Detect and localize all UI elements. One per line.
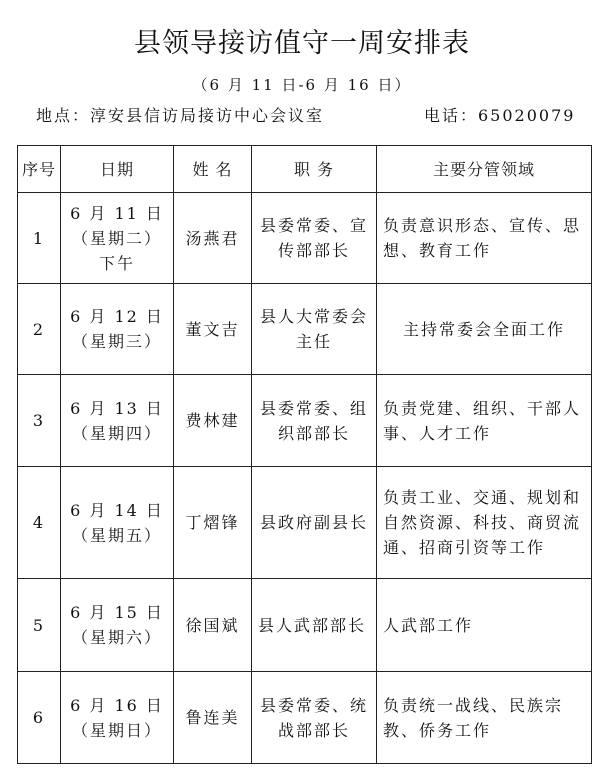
row-date-text: 6 月 14 日 （星期五） [70, 500, 164, 545]
row-name: 汤燕君 [174, 193, 252, 284]
row-scope: 负责工业、交通、规划和自然资源、科技、商贸流通、招商引资等工作 [377, 467, 592, 579]
row-number: 6 [18, 672, 61, 764]
header-name: 姓 名 [174, 146, 252, 193]
page-title: 县领导接访值守一周安排表 [134, 28, 470, 59]
row-date-text: 6 月 11 日 （星期二） 下午 [70, 203, 164, 273]
table-row [18, 672, 592, 764]
row-name: 鲁连美 [174, 672, 252, 764]
row-position: 县委常委、宣传部部长 [252, 193, 377, 284]
row-date-text: 6 月 15 日 （星期六） [70, 603, 164, 647]
row-number: 3 [18, 375, 61, 467]
row-name: 丁熠锋 [174, 467, 252, 579]
header-scope: 主要分管领域 [377, 146, 592, 193]
row-name: 费林建 [174, 375, 252, 467]
table-row [18, 193, 592, 284]
row-scope: 负责统一战线、民族宗教、侨务工作 [377, 672, 592, 764]
table-row [18, 284, 592, 375]
row-position: 县人武部部长 [252, 579, 377, 672]
table-row [18, 579, 592, 672]
row-position: 县委常委、统战部部长 [252, 672, 377, 764]
row-position: 县人大常委会主任 [252, 284, 377, 375]
row-number: 2 [18, 284, 61, 375]
row-date [61, 284, 174, 375]
row-number: 5 [18, 579, 61, 672]
header-position: 职 务 [252, 146, 377, 193]
row-name: 董文吉 [174, 284, 252, 375]
row-date-text: 6 月 13 日 （星期四） [70, 398, 164, 443]
row-scope: 负责意识形态、宣传、思想、教育工作 [377, 193, 592, 284]
row-date-text: 6 月 12 日 （星期三） [70, 307, 164, 351]
row-scope: 人武部工作 [377, 579, 592, 672]
row-date [61, 193, 174, 284]
phone-text: 电话：65020079 [424, 106, 576, 125]
row-scope: 负责党建、组织、干部人事、人才工作 [377, 375, 592, 467]
row-name: 徐国斌 [174, 579, 252, 672]
location-text: 地点：淳安县信访局接访中心会议室 [36, 106, 325, 125]
info-line [36, 104, 576, 128]
row-date [61, 467, 174, 579]
row-number: 4 [18, 467, 61, 579]
row-date [61, 579, 174, 672]
header-number: 序号 [18, 146, 61, 193]
table-row [18, 467, 592, 579]
row-number: 1 [18, 193, 61, 284]
row-scope: 主持常委会全面工作 [377, 284, 592, 375]
table-row [18, 375, 592, 467]
row-position: 县委常委、组织部部长 [252, 375, 377, 467]
header-date: 日期 [61, 146, 174, 193]
row-date [61, 375, 174, 467]
table-header-row [18, 146, 592, 193]
date-range: （6 月 11 日-6 月 16 日） [192, 76, 412, 94]
schedule-table [17, 145, 592, 764]
row-date [61, 672, 174, 764]
row-position: 县政府副县长 [252, 467, 377, 579]
row-date-text: 6 月 16 日 （星期日） [70, 695, 164, 740]
